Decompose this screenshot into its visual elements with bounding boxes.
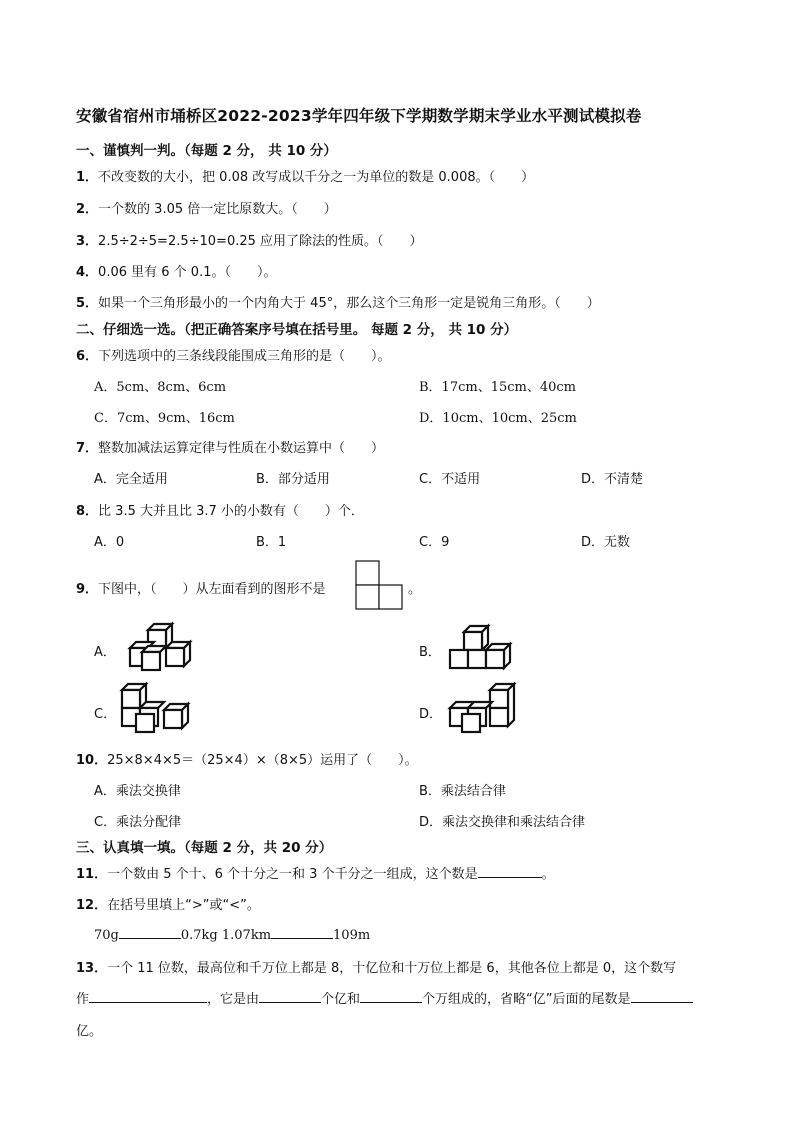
option-6a: A．5cm、8cm、6cm: [94, 380, 227, 395]
question-number: 13．: [76, 961, 108, 976]
option-9d: D．: [419, 707, 443, 722]
question-text: 个万组成的，省略“亿”后面的尾数是: [422, 992, 631, 1007]
question-9: [76, 578, 326, 597]
reference-view-grid: [355, 560, 405, 612]
question-12: [76, 894, 260, 913]
section-heading-3: 三、认真填一填。（每题 2 分，共 20 分）: [76, 840, 333, 856]
question-number: 2．: [76, 202, 99, 217]
question-9-end: 。: [408, 582, 422, 597]
cube: [468, 650, 486, 668]
question-number: 4．: [76, 265, 99, 280]
comparison-item: 0.7kg 1.07km: [180, 928, 272, 943]
question-number: 11．: [76, 867, 108, 882]
option-9c: C．: [94, 707, 117, 722]
question-2: [76, 198, 337, 217]
option-6c: C．7cm、9cm、16cm: [94, 411, 235, 426]
question-text: 2.5÷2÷5=2.5÷10=0.25 应用了除法的性质。（ ）: [98, 234, 423, 249]
option-9a: A．: [94, 645, 116, 660]
cube: [142, 646, 166, 670]
question-11: [76, 863, 555, 882]
question-number: 5．: [76, 296, 99, 311]
question-text: 下图中，（ ）从左面看到的图形不是: [98, 582, 326, 597]
question-text: 个亿和: [321, 992, 361, 1007]
option-7d: D．不清楚: [581, 472, 644, 487]
cube: [464, 626, 488, 650]
option-8b: B．1: [256, 535, 287, 550]
question-6: [76, 345, 391, 364]
cube: [164, 704, 188, 728]
question-number: 3．: [76, 234, 99, 249]
question-10: [76, 749, 418, 768]
question-3: [76, 230, 423, 249]
question-7: [76, 437, 384, 456]
question-text: 25×8×4×5＝（25×4）×（8×5）运用了（ ）。: [107, 753, 418, 768]
question-1: [76, 166, 534, 185]
question-4: [76, 261, 276, 280]
answer-blank[interactable]: [119, 926, 181, 939]
question-text: 在括号里填上“>”或“<”。: [107, 898, 260, 913]
page-title: 安徽省宿州市埇桥区2022-2023学年四年级下学期数学期末学业水平测试模拟卷: [76, 107, 642, 125]
question-number: 1．: [76, 170, 99, 185]
option-8d: D．无数: [581, 535, 631, 550]
question-number: 9．: [76, 582, 99, 597]
answer-blank[interactable]: [631, 990, 693, 1003]
cube: [490, 708, 508, 726]
option-8c: C．9: [419, 535, 450, 550]
answer-blank[interactable]: [360, 990, 422, 1003]
section-heading-2: 二、仔细选一选。（把正确答案序号填在括号里。 每题 2 分， 共 10 分）: [76, 322, 518, 338]
question-number: 7．: [76, 441, 99, 456]
answer-blank[interactable]: [271, 926, 333, 939]
comparison-item: 109m: [333, 928, 371, 943]
option-7b: B．部分适用: [256, 472, 330, 487]
cube: [136, 714, 154, 732]
question-text: 整数加减法运算定律与性质在小数运算中（ ）: [98, 441, 385, 456]
question-number: 6．: [76, 349, 99, 364]
answer-blank[interactable]: [259, 990, 321, 1003]
answer-blank[interactable]: [478, 865, 542, 878]
option-9b: B．: [419, 645, 441, 660]
question-text: 不改变数的大小，把 0.08 改写成以千分之一为单位的数是 0.008。（ ）: [98, 170, 535, 185]
question-5: [76, 292, 600, 311]
question-13: [76, 957, 676, 976]
option-6d: D．10cm、10cm、25cm: [419, 411, 577, 426]
cube-figure-a: [124, 620, 200, 674]
option-10b: B．乘法结合律: [419, 784, 506, 799]
question-text: 如果一个三角形最小的一个内角大于 45°，那么这个三角形一定是锐角三角形。（ ）: [98, 296, 600, 311]
section-heading-1: 一、谨慎判一判。（每题 2 分， 共 10 分）: [76, 143, 337, 159]
grid-cell: [356, 585, 379, 609]
question-text-end: 。: [541, 867, 555, 882]
question-number: 12．: [76, 898, 108, 913]
comparison-item: 70g: [94, 928, 119, 943]
option-8a: A．0: [94, 535, 125, 550]
grid-cell: [379, 585, 402, 609]
option-10c: C．乘法分配律: [94, 815, 182, 830]
question-number: 10．: [76, 753, 108, 768]
option-6b: B．17cm、15cm、40cm: [419, 380, 577, 395]
option-7c: C．不适用: [419, 472, 481, 487]
question-text: ，它是由: [207, 992, 260, 1007]
question-text: 一个数的 3.05 倍一定比原数大。（ ）: [98, 202, 337, 217]
cube: [450, 650, 468, 668]
question-8: [76, 500, 364, 519]
question-text: 比 3.5 大并且比 3.7 小的小数有（ ）个．: [98, 504, 364, 519]
option-10a: A．乘法交换律: [94, 784, 181, 799]
cube: [486, 644, 510, 668]
cube-figure-c: [118, 680, 196, 738]
cube-figure-b: [446, 622, 524, 674]
answer-blank[interactable]: [89, 990, 207, 1003]
question-text: 一个 11 位数，最高位和千万位上都是 8，十亿位和十万位上都是 6，其他各位上都是 0，这个数写: [107, 961, 677, 976]
option-7a: A．完全适用: [94, 472, 168, 487]
question-13-line3: 亿。: [76, 1024, 103, 1039]
question-text: 作: [76, 992, 90, 1007]
question-number: 8．: [76, 504, 99, 519]
question-text: 0.06 里有 6 个 0.1。（ ）。: [98, 265, 277, 280]
grid-cell: [356, 561, 379, 585]
option-10d: D．乘法交换律和乘法结合律: [419, 815, 586, 830]
cube: [166, 642, 190, 666]
question-text: 一个数由 5 个十、6 个十分之一和 3 个千分之一组成，这个数是: [107, 867, 478, 882]
question-text: 下列选项中的三条线段能围成三角形的是（ ）。: [98, 349, 391, 364]
question-13-line2: [76, 988, 693, 1007]
question-12-items: [94, 926, 370, 943]
cube-figure-d: [446, 680, 526, 738]
cube: [462, 714, 480, 732]
